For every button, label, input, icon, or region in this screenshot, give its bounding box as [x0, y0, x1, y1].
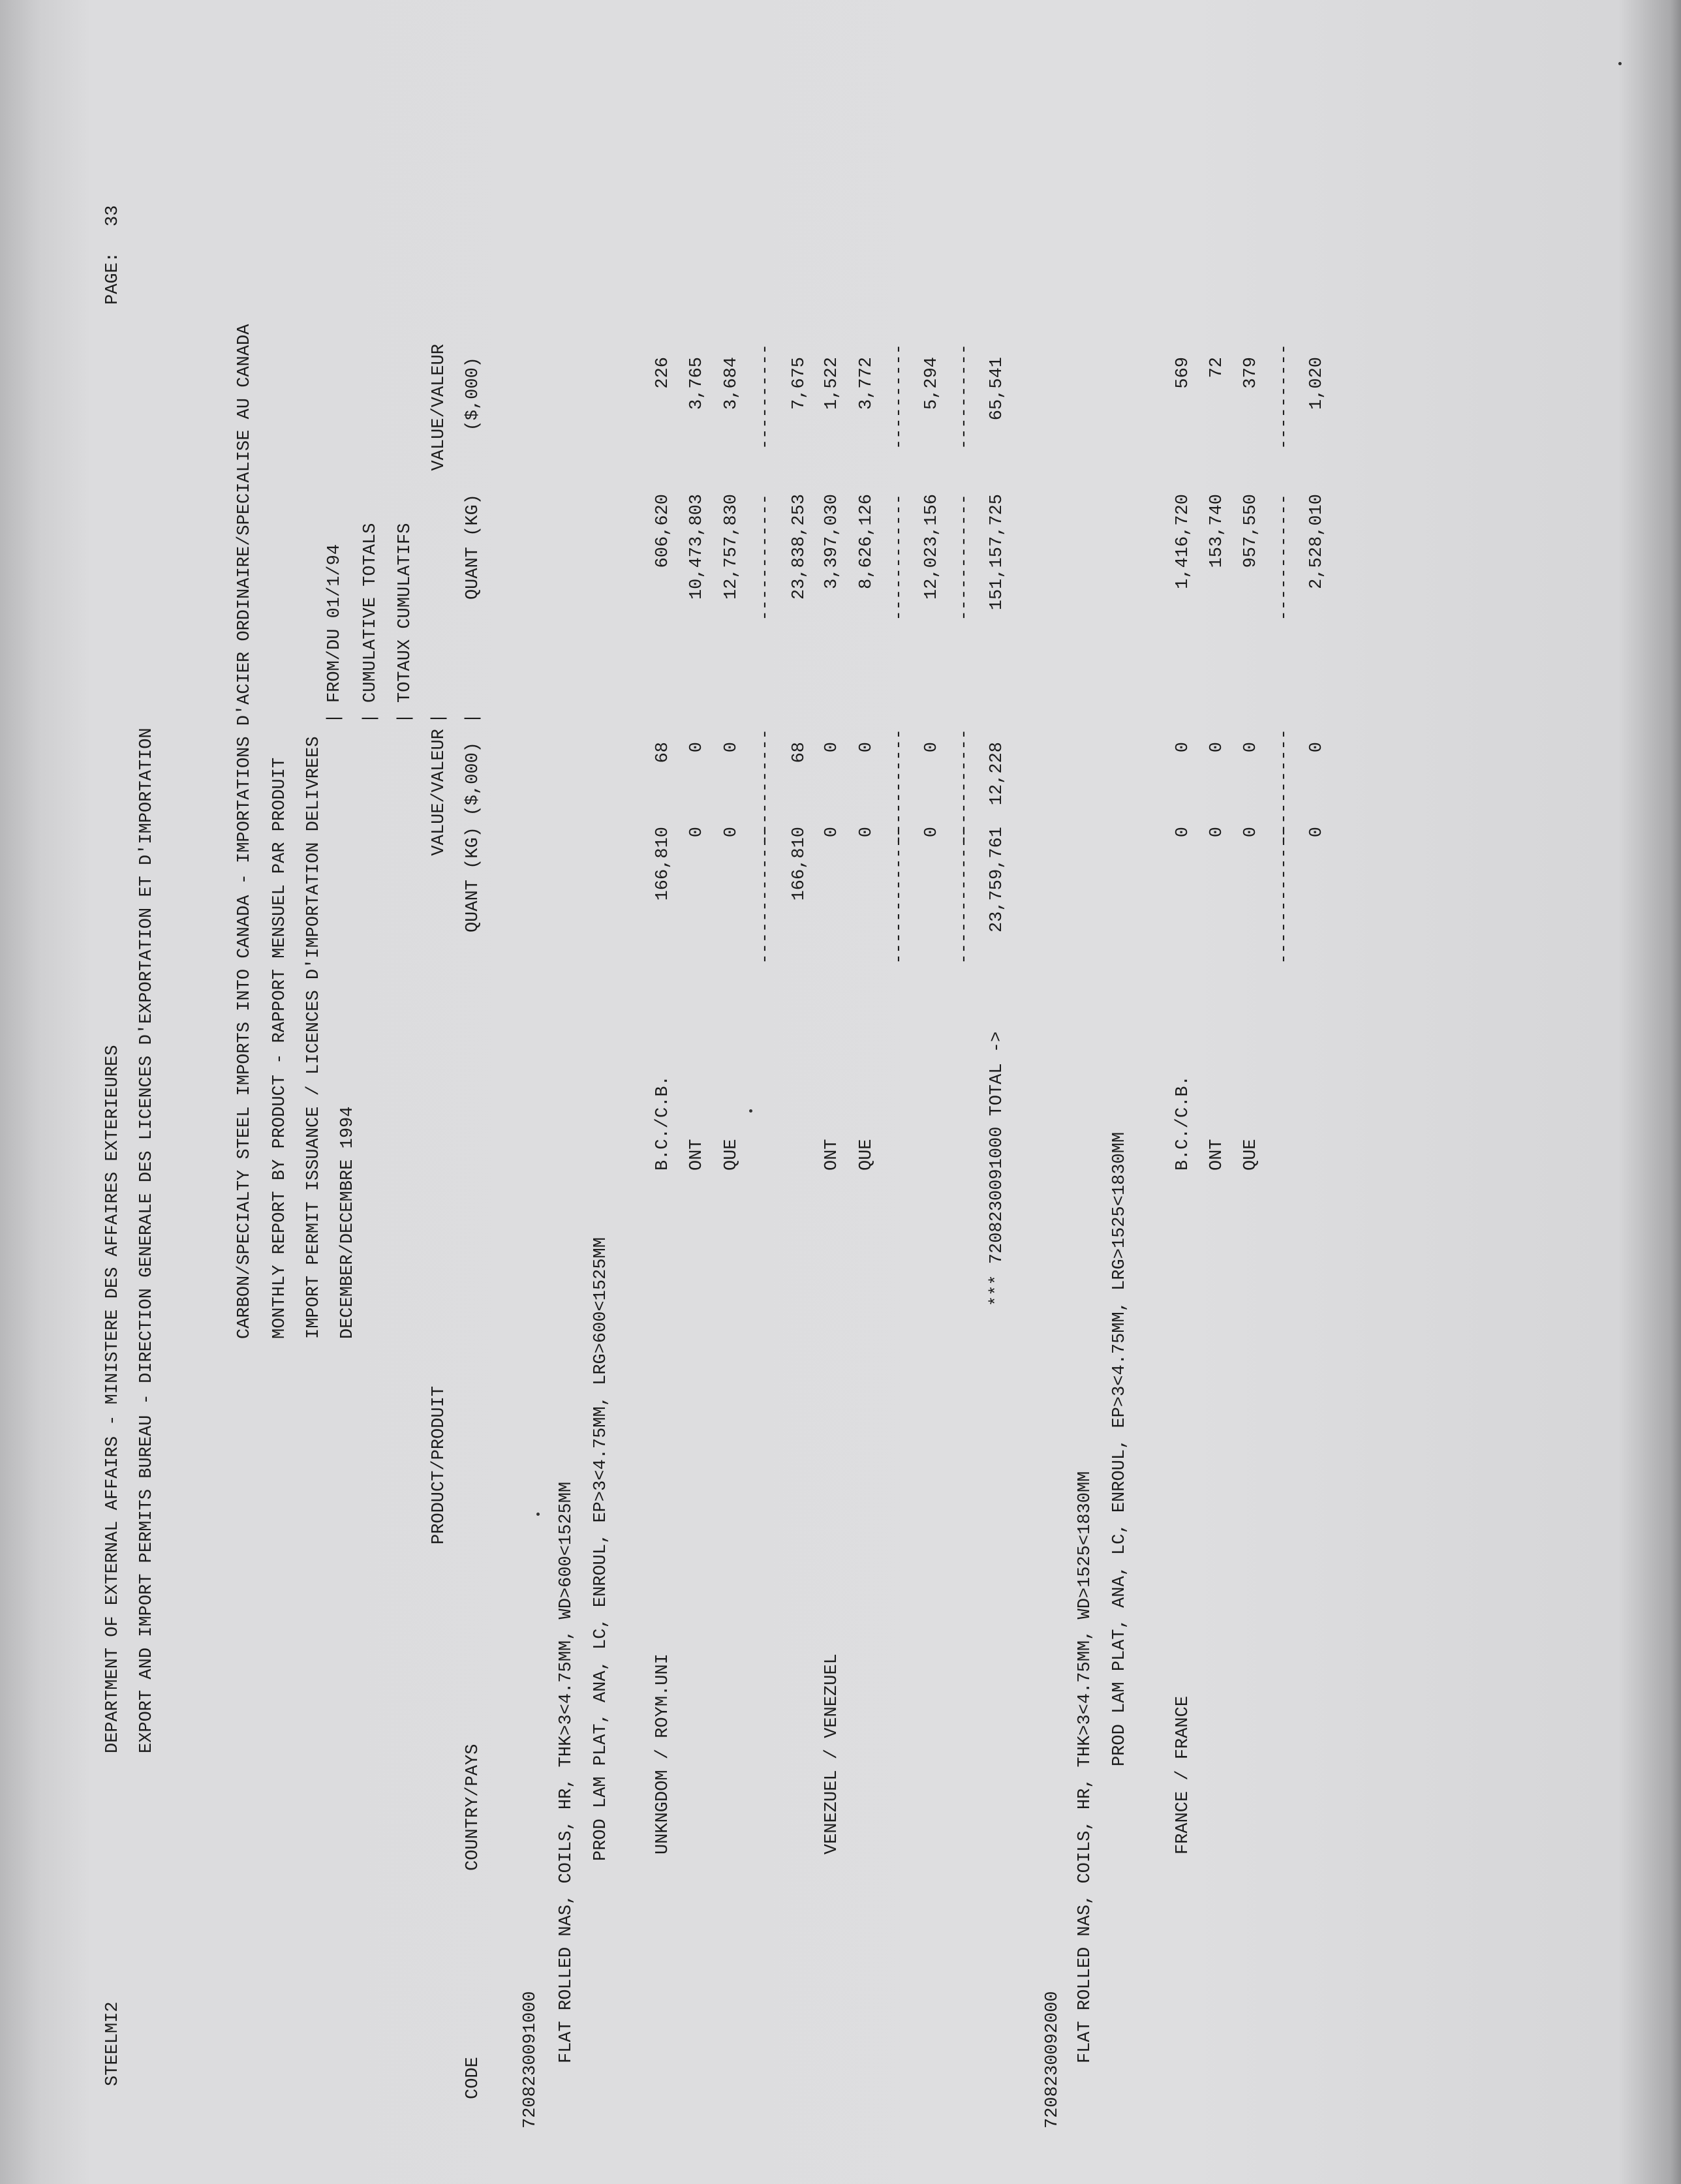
col-value: VALUE/VALEUR	[429, 729, 449, 856]
value-cell: 0	[822, 742, 842, 753]
value-cell: 68	[653, 742, 673, 763]
rule: -----------	[1274, 729, 1294, 846]
scan-speck	[749, 1109, 752, 1113]
page-number: 33	[103, 205, 123, 226]
cum-quant-cell: 606,620	[653, 494, 673, 568]
product-total-label: *** 7208230091000 TOTAL ->	[987, 1031, 1007, 1306]
rule: ------------	[1274, 494, 1294, 621]
cum-value-cell: 569	[1173, 357, 1193, 389]
cum-value-cell: 72	[1207, 357, 1227, 378]
cum-value-cell: 3,772	[857, 357, 876, 410]
subtotal-quant: 166,810	[790, 827, 809, 901]
value-cell: 0	[857, 742, 876, 753]
cum-quant-cell: 1,416,720	[1173, 494, 1193, 589]
cum-quant-cell: 12,757,830	[722, 494, 741, 600]
separator-bar: |	[463, 713, 483, 724]
report-title: CARBON/SPECIALTY STEEL IMPORTS INTO CANADA - IMPORTATIONS D'ACIER ORDINAIRE/SPECIALISE AU CANADA	[235, 324, 254, 1339]
subtotal-quant: 0	[922, 827, 942, 838]
rule: ------------	[889, 494, 909, 621]
cum-value-cell: 226	[653, 357, 673, 389]
province: QUE	[1241, 1139, 1261, 1171]
rule: -------------	[1274, 827, 1294, 964]
col-cum-value: VALUE/VALEUR	[429, 344, 449, 471]
cum-value-cell: 3,765	[687, 357, 707, 410]
cum-quant-cell: 8,626,126	[857, 494, 876, 589]
product-desc-en: FLAT ROLLED NAS, COILS, HR, THK>3<4.75MM, WD>600<1525MM	[557, 1481, 576, 2063]
rule: ------------	[756, 494, 775, 621]
quant-cell: 0	[1241, 827, 1261, 838]
rule: -------------	[889, 827, 909, 964]
subtotal-cum-quant: 12,023,156	[922, 494, 942, 600]
col-cum-quant: QUANT (KG)	[463, 494, 483, 600]
product-desc-en: FLAT ROLLED NAS, COILS, HR, THK>3<4.75MM, WD>1525<1830MM	[1075, 1471, 1095, 2063]
province: ONT	[1207, 1139, 1227, 1171]
report-subtitle-2: IMPORT PERMIT ISSUANCE / LICENCES D'IMPORTATION DELIVREES	[304, 736, 324, 1339]
country-name: FRANCE / FRANCE	[1173, 1695, 1193, 1854]
quant-cell: 0	[857, 827, 876, 838]
quant-cell: 166,810	[653, 827, 673, 901]
quant-cell: 0	[1173, 827, 1193, 838]
col-product: PRODUCT/PRODUIT	[429, 1385, 449, 1545]
cum-value-cell: 379	[1241, 357, 1261, 389]
col-country: COUNTRY/PAYS	[463, 1744, 483, 1871]
rule: -----------	[955, 729, 974, 846]
department-line: DEPARTMENT OF EXTERNAL AFFAIRS - MINISTERE DES AFFAIRES EXTERIEURES	[103, 1045, 123, 1753]
rule: ------------	[955, 494, 974, 621]
separator-bar: |	[429, 713, 449, 724]
subtotal-cum-value: 5,294	[922, 357, 942, 410]
value-cell: 0	[722, 742, 741, 753]
cum-quant-cell: 10,473,803	[687, 494, 707, 600]
subtotal-cum-value: 1,020	[1307, 357, 1327, 410]
subtotal-cum-value: 7,675	[790, 357, 809, 410]
province: B.C./C.B.	[653, 1075, 673, 1171]
product-desc-fr: PROD LAM PLAT, ANA, LC, ENROUL, EP>3<4.75MM, LRG>600<1525MM	[591, 1237, 611, 1861]
scan-speck	[1618, 62, 1622, 65]
col-quant: QUANT (KG)	[463, 827, 483, 933]
report-subtitle: MONTHLY REPORT BY PRODUCT - RAPPORT MENSUEL PAR PRODUIT	[270, 757, 290, 1339]
col-code: CODE	[463, 2057, 483, 2099]
separator-bar: |	[325, 713, 345, 724]
page-label: PAGE:	[103, 251, 123, 305]
quant-cell: 0	[687, 827, 707, 838]
col-value-unit: ($,000)	[463, 742, 483, 816]
value-cell: 0	[687, 742, 707, 753]
total-cum-value: 65,541	[987, 357, 1007, 421]
subtotal-value: 0	[922, 742, 942, 753]
province: ONT	[687, 1139, 707, 1171]
total-value: 12,228	[987, 742, 1007, 806]
separator-bar: |	[361, 713, 380, 724]
cum-value-cell: 3,684	[722, 357, 741, 410]
rule: ----------	[889, 344, 909, 450]
cumulative-from: FROM/DU 01/1/94	[325, 544, 345, 703]
province: B.C./C.B.	[1173, 1075, 1193, 1171]
cum-quant-cell: 957,550	[1241, 494, 1261, 568]
subtotal-cum-quant: 2,528,010	[1307, 494, 1327, 589]
country-name: UNKNGDOM / ROYM.UNI	[653, 1653, 673, 1854]
value-cell: 0	[1241, 742, 1261, 753]
quant-cell: 0	[822, 827, 842, 838]
product-code: 7208230091000	[521, 1991, 540, 2129]
rule: ----------	[955, 344, 974, 450]
subtotal-value: 0	[1307, 742, 1327, 753]
subtotal-value: 68	[790, 742, 809, 763]
bureau-line: EXPORT AND IMPORT PERMITS BUREAU - DIRECTION GENERALE DES LICENCES D'EXPORTATION ET D'IMPORTATION	[137, 728, 157, 1753]
rule: ----------	[1274, 344, 1294, 450]
rule: -------------	[955, 827, 974, 964]
cumulative-totals-en: CUMULATIVE TOTALS	[361, 523, 380, 703]
province: QUE	[857, 1139, 876, 1171]
rule: -----------	[756, 729, 775, 846]
total-quant: 23,759,761	[987, 827, 1007, 933]
cum-quant-cell: 153,740	[1207, 494, 1227, 568]
total-cum-quant: 151,157,725	[987, 494, 1007, 611]
cum-value-cell: 1,522	[822, 357, 842, 410]
report-period: DECEMBER/DECEMBRE 1994	[338, 1106, 358, 1339]
col-cum-value-unit: ($,000)	[463, 357, 483, 431]
rule: ----------	[756, 344, 775, 450]
value-cell: 0	[1173, 742, 1193, 753]
product-desc-fr: PROD LAM PLAT, ANA, LC, ENROUL, EP>3<4.75MM, LRG>1525<1830MM	[1110, 1131, 1130, 1766]
country-name: VENEZUEL / VENEZUEL	[822, 1653, 842, 1854]
rule: -----------	[889, 729, 909, 846]
rule: -------------	[756, 827, 775, 964]
cum-quant-cell: 3,397,030	[822, 494, 842, 589]
value-cell: 0	[1207, 742, 1227, 753]
subtotal-quant: 0	[1307, 827, 1327, 838]
subtotal-cum-quant: 23,838,253	[790, 494, 809, 600]
report-id: STEELMI2	[103, 2001, 123, 2086]
province: QUE	[722, 1139, 741, 1171]
province: ONT	[822, 1139, 842, 1171]
quant-cell: 0	[1207, 827, 1227, 838]
scan-speck	[536, 1513, 540, 1516]
cumulative-totals-fr: TOTAUX CUMULATIFS	[395, 523, 415, 703]
separator-bar: |	[395, 713, 415, 724]
product-code: 7208230092000	[1043, 1991, 1062, 2129]
quant-cell: 0	[722, 827, 741, 838]
